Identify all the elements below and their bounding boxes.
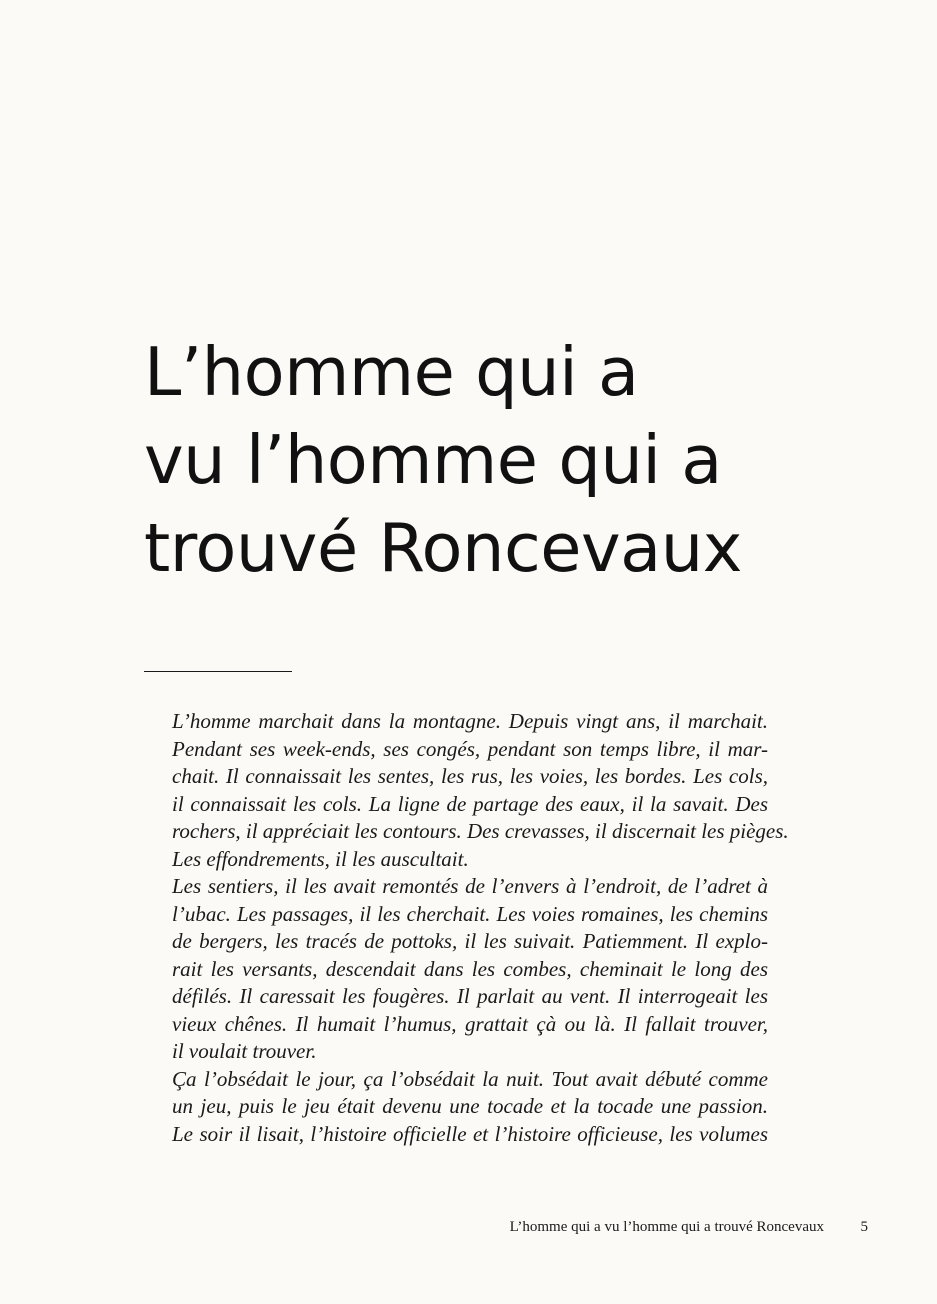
text-line: Les effondrements, il les auscultait. — [172, 846, 469, 871]
text-line: Pendant ses week-ends, ses congés, pendant son temps libre, il mar- — [172, 736, 768, 761]
title-divider-rule — [144, 671, 292, 672]
page-footer — [0, 1219, 937, 1241]
text-line: L’homme marchait dans la montagne. Depuis vingt ans, il marchait. — [172, 709, 768, 733]
text-line: vieux chênes. Il humait l’humus, grattait çà ou là. Il fallait trouver, — [172, 1011, 768, 1036]
text-line: un jeu, puis le jeu était devenu une tocade et la tocade une passion. — [172, 1094, 768, 1118]
chapter-title-line: vu l’homme qui a — [144, 421, 722, 499]
text-line: défilés. Il caressait les fougères. Il parlait au vent. Il interrogeait les — [172, 984, 768, 1008]
chapter-title-line: trouvé Roncevaux — [144, 509, 742, 587]
body-text — [172, 708, 789, 1148]
text-line: rait les versants, descendait dans les combes, cheminait le long des — [172, 956, 768, 981]
text-line: de bergers, les tracés de pottoks, il les suivait. Patiemment. Il explo- — [172, 929, 768, 953]
text-line: chait. Il connaissait les sentes, les rus, les voies, les bordes. Les cols, — [172, 764, 768, 788]
chapter-title-line: L’homme qui a — [144, 333, 639, 411]
running-head: L’homme qui a vu l’homme qui a trouvé Roncevaux — [509, 1219, 824, 1235]
text-line: Les sentiers, il les avait remontés de l’envers à l’endroit, de l’adret à — [172, 874, 768, 898]
text-line: il voulait trouver. — [172, 1039, 317, 1063]
text-line: rochers, il appréciait les contours. Des crevasses, il discernait les pièges. — [172, 819, 789, 843]
text-line: Le soir il lisait, l’histoire officielle et l’histoire officieuse, les volumes — [172, 1121, 768, 1146]
chapter-title — [144, 328, 904, 592]
text-line: il connaissait les cols. La ligne de partage des eaux, il la savait. Des — [172, 791, 768, 816]
page-number: 5 — [860, 1219, 868, 1235]
text-line: Ça l’obsédait le jour, ça l’obsédait la nuit. Tout avait débuté comme — [172, 1066, 768, 1091]
text-line: l’ubac. Les passages, il les cherchait. Les voies romaines, les chemins — [172, 901, 768, 926]
